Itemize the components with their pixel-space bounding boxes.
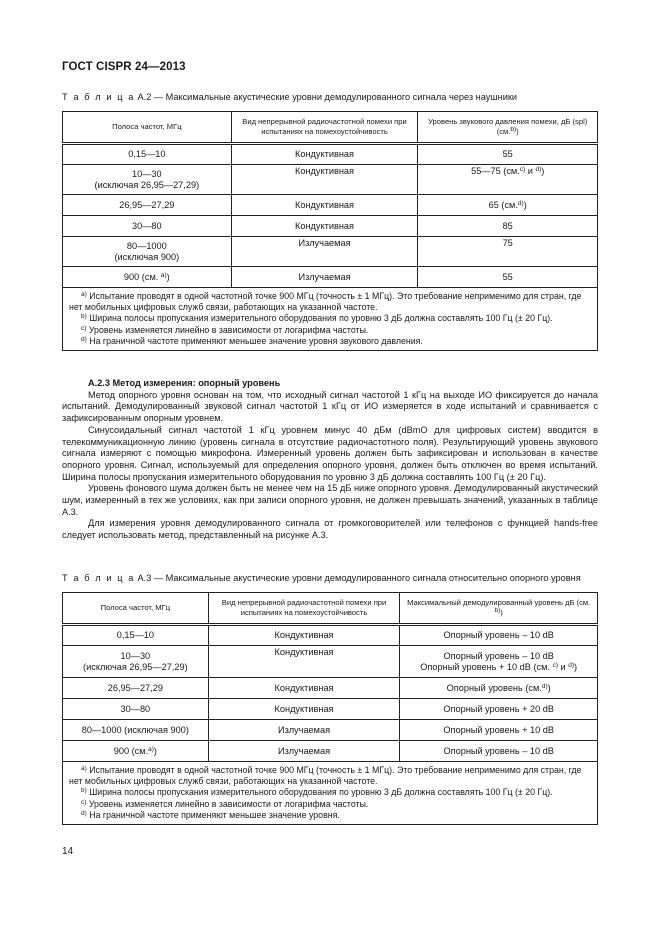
table-a3-caption: [62, 573, 581, 583]
paragraph: Метод опорного уровня основан на том, что исходный сигнал частотой 1 кГц на выходе ИО фиксируется до начала испытаний. Демодулированный звуковой сигнал частотой 1 кГц от ИО измеряется в ходе испытаний и сравнивается с зафиксированным опорным уровнем.: [62, 389, 598, 424]
type-cell: Кондуктивная: [231, 216, 418, 237]
level-cell: Опорный уровень – 10 dB: [400, 741, 598, 762]
table-row: [63, 625, 598, 646]
table-a2-header-band: Полоса частот, МГц: [63, 112, 232, 144]
table-a3-notes: [63, 762, 598, 825]
type-cell: Кондуктивная: [231, 144, 418, 165]
section-a23: [62, 378, 598, 542]
type-cell: Излучаемая: [208, 720, 400, 741]
table-row: [63, 646, 598, 678]
footnote: $^{d)}$ На граничной частоте применяют меньшее значение уровня.: [81, 809, 340, 820]
band-cell: 26,95—27,29: [63, 195, 232, 216]
type-cell: Кондуктивная: [208, 699, 400, 720]
footnote: $^{b)}$ Ширина полосы пропускания измерительного оборудования по уровню 3 дБ должна составлять 100 Гц (± 20 Гц).: [81, 787, 553, 798]
footnote: $^{a)}$ Испытание проводят в одной частотной точке 900 МГц (точность ± 1 МГц). Это требование неприменимо для стран, где нет мобильных цифровых служб связи, работающих на указанной частоте.: [69, 765, 582, 787]
type-cell: Излучаемая: [231, 237, 418, 267]
band-cell: 30—80: [63, 699, 209, 720]
level-cell: Опорный уровень + 10 dB: [400, 720, 598, 741]
type-cell: Кондуктивная: [208, 678, 400, 699]
type-cell: Кондуктивная: [208, 625, 400, 646]
table-a3-header-type: Вид непрерывной радиочастотной помехи при испытаниях на помехоустойчивость: [208, 593, 400, 625]
section-heading: А.2.3 Метод измерения: опорный уровень: [88, 378, 281, 388]
band-cell: 30—80: [63, 216, 232, 237]
band-cell: 900 (см. $^{a)}$): [63, 267, 232, 288]
table-row: [63, 720, 598, 741]
level-cell: 55: [418, 144, 598, 165]
footnote: $^{c)}$ Уровень изменяется линейно в зависимости от логарифма частоты.: [81, 324, 369, 335]
table-a2-header-row: [63, 112, 598, 144]
table-row: [63, 237, 598, 267]
level-cell: Опорный уровень (см.$^{d)}$): [400, 678, 598, 699]
footnote: $^{b)}$ Ширина полосы пропускания измерительного оборудования по уровню 3 дБ должна составлять 100 Гц (± 20 Гц).: [81, 313, 553, 324]
table-a2-caption: [62, 92, 517, 102]
band-cell: 80—1000 (исключая 900): [63, 237, 232, 267]
band-cell: 10—30 (исключая 26,95—27,29): [63, 165, 232, 195]
table-a2-header-type: Вид непрерывной радиочастотной помехи при испытаниях на помехоустойчивость: [231, 112, 418, 144]
page-number: 14: [62, 846, 74, 857]
footnote: $^{a)}$ Испытание проводят в одной частотной точке 900 МГц (точность ± 1 МГц). Это требование неприменимо для стран, где нет мобильных цифровых служб связи, работающих на указанной частоте.: [69, 291, 582, 313]
table-notes-row: [63, 288, 598, 351]
paragraph: Для измерения уровня демодулированного сигнала от громкоговорителей или телефонов с функцией hands-free следует использовать метод, представленный на рисунке А.3.: [62, 518, 598, 541]
type-cell: Кондуктивная: [231, 195, 418, 216]
table-a2-header-level: Уровень звукового давления помехи, дБ (spl) (см.$^{b)}$): [418, 112, 598, 144]
table-row: [63, 195, 598, 216]
table-a2-caption-label: Т а б л и ц а: [62, 92, 135, 102]
footnote: $^{c)}$ Уровень изменяется линейно в зависимости от логарифма частоты.: [81, 798, 369, 809]
band-cell: 26,95—27,29: [63, 678, 209, 699]
table-a3-header-band: Полоса частот, МГц: [63, 593, 209, 625]
level-cell: 55—75 (см.$^{c)}$ и $^{d)}$): [418, 165, 598, 195]
table-row: [63, 699, 598, 720]
table-a3-header-level: Максимальный демодулированный уровень дБ (см. $^{b)}$): [400, 593, 598, 625]
table-row: [63, 741, 598, 762]
table-notes-row: [63, 762, 598, 825]
type-cell: Излучаемая: [231, 267, 418, 288]
band-cell: 900 (см.$^{a)}$): [63, 741, 209, 762]
type-cell: Кондуктивная: [231, 165, 418, 195]
level-cell: Опорный уровень + 20 dB: [400, 699, 598, 720]
table-row: [63, 165, 598, 195]
table-row: [63, 144, 598, 165]
table-row: [63, 678, 598, 699]
level-cell: 55: [418, 267, 598, 288]
table-row: [63, 267, 598, 288]
band-cell: 80—1000 (исключая 900): [63, 720, 209, 741]
paragraph: Уровень фонового шума должен быть не менее чем на 15 дБ ниже опорного уровня. Демодулированный акустический шум, измеренный в тех же условиях, как при записи опорного уровня, не должен превышать значений, указанных в таблице А.3.: [62, 483, 598, 517]
band-cell: 0,15—10: [63, 625, 209, 646]
table-a2-caption-text: А.2 — Максимальные акустические уровни демодулированного сигнала через наушники: [134, 92, 518, 102]
level-cell: 85: [418, 216, 598, 237]
table-a2-notes: [63, 288, 598, 351]
paragraph: Синусоидальный сигнал частотой 1 кГц уровнем минус 40 дБм (dBmO для цифровых систем) вводится в телекоммуникационную линию (уровень сигнала в отсутствие радиочастотного поля). Результирующий уровень звукового сигнала измеряют с помощью микрофона. Измеренный уровень должен быть зафиксирован и использован в качестве опорного уровня. Сигнал, используемый для определения опорного уровня, должен быть отключен во время испытаний. Ширина полосы пропускания измерительного оборудования по уровню 3 дБ должна составлять 100 Гц (± 20 Гц).: [62, 424, 598, 482]
table-a3-caption-text: А.3 — Максимальные акустические уровни демодулированного сигнала относительно опорного уровня: [134, 573, 581, 583]
table-a3: [62, 592, 598, 825]
band-cell: 10—30 (исключая 26,95—27,29): [63, 646, 209, 678]
band-cell: 0,15—10: [63, 144, 232, 165]
type-cell: Кондуктивная: [208, 646, 400, 678]
level-cell: Опорный уровень – 10 dB: [400, 625, 598, 646]
type-cell: Излучаемая: [208, 741, 400, 762]
table-a3-caption-label: Т а б л и ц а: [62, 573, 135, 583]
table-row: [63, 216, 598, 237]
document-header: ГОСТ CISPR 24—2013: [62, 61, 186, 73]
table-a3-header-row: [63, 593, 598, 625]
level-cell: Опорный уровень – 10 dB Опорный уровень + 10 dB (см. $^{c)}$ и $^{d)}$): [400, 646, 598, 678]
footnote: $^{d)}$ На граничной частоте применяют меньшее значение уровня звукового давления.: [81, 335, 423, 346]
level-cell: 65 (см.$^{d)}$): [418, 195, 598, 216]
level-cell: 75: [418, 237, 598, 267]
table-a2: [62, 111, 598, 351]
